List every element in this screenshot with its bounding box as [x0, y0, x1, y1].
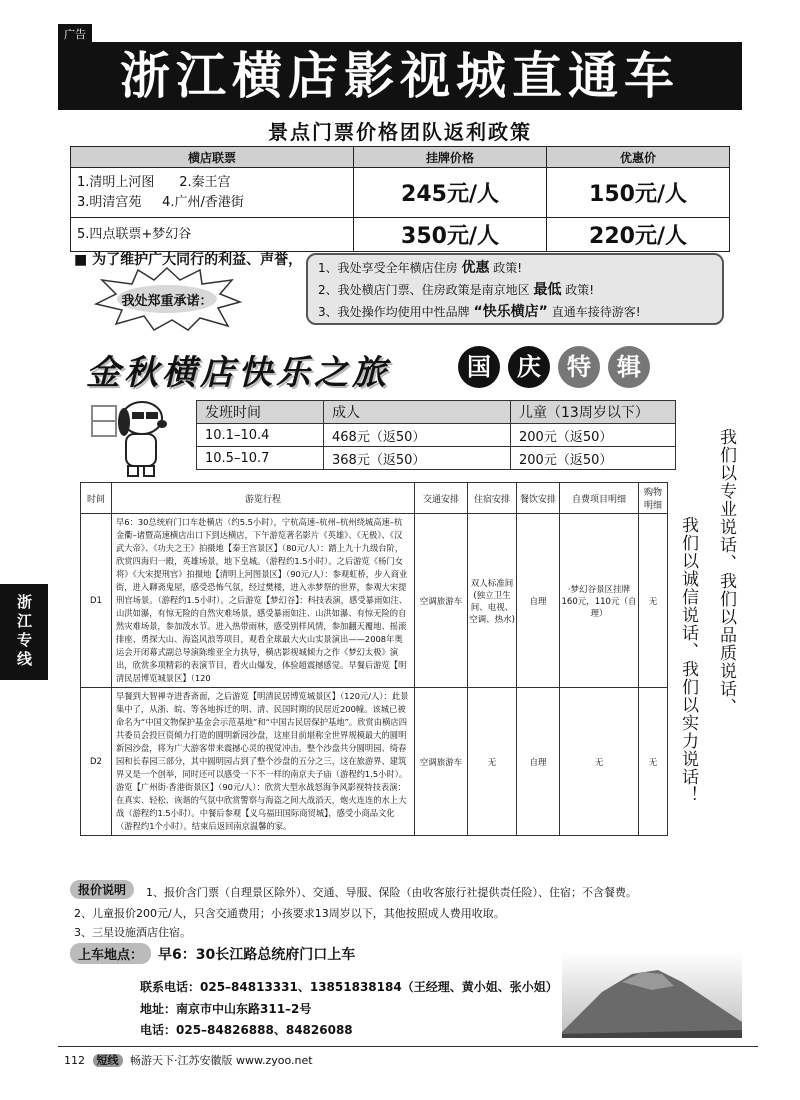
itin-header: 时间 — [81, 483, 112, 514]
itinerary-table — [80, 482, 668, 836]
price-header-discount: 优惠价 — [547, 147, 730, 168]
badge-circle: 国 — [458, 346, 500, 388]
note-line: 2、儿童报价200元/人，只含交通费用；小孩要求13周岁以下，其他按照成人费用收取。 — [74, 907, 505, 920]
slogan-left: 我们以诚信说话、我们以实力说话！ — [678, 516, 698, 804]
badge-circle: 庆 — [508, 346, 550, 388]
itin-header: 餐饮安排 — [517, 483, 560, 514]
discount-price: 150元/人 — [547, 168, 730, 218]
table-row: 10.1–10.4 468元（返50） 200元（返50） — [197, 424, 676, 447]
burst-text: 我处郑重承诺： — [121, 294, 213, 309]
itinerary-detail: 早6：30总统府门口车赴横店（约5.5小时），宁杭高速–杭州–杭州绕城高速–杭金衢–诸暨高速横店出口下到达横店，下午游览著名影片《英雄》、《无极》、《汉武大帝》、《功夫之王》拍摄地【秦王宫景区】（80元/人）：踏上九十九级台阶，欣赏四海归一殿，英雄场景，地下皇城。（游程约1.5小时）。之后游览《杨门女将》《大宋提刑官》拍摄地【清明上河图景区】（90元/人）：参观虹桥，步入商业街，进入聊斋鬼屋，感受恐怖气氛，经过樊楼，进入赤梦祭的世界，参观大宋提刑官场景。（游程约1.5小时）。之后游览【梦幻谷】：科技表演，感受暴雨如注、山洪如瀑，有惊无险的自然灾难场景，感受暴雨如注、山洪如瀑、有惊无险的自然灾难场景，参加泼水节。进入热带雨林，感受别样风情，参加翻天覆地、摇滚排座、勇探大山、海盗风浪等项目，观看全球最大火山实景演出——2008年奥运会开闭幕式副总导演陈维亚全力执导，横店影视城倾力之作《梦幻太极》演出，欣赏多项精彩的表演节目，看火山爆发，体验超震撼感觉。早餐后游览【明清民居博览城景区】（120 — [112, 514, 415, 688]
notice-title: ■ 为了维护广大同行的利益、声誉， — [74, 252, 303, 268]
side-tab: 浙江专线 — [0, 584, 48, 680]
promise-line: 2、我处横店门票、住房政策是南京地区 最低 政策! — [318, 282, 595, 298]
badge-circle: 辑 — [608, 346, 650, 388]
footer — [64, 1052, 313, 1068]
contact-tel: 电话：025–84826888、84826088 — [140, 1023, 353, 1037]
ticket-items: 1.清明上河图 2.秦王宫 3.明清宫苑 4.广州/香港街 — [71, 168, 354, 218]
discount-price: 220元/人 — [547, 218, 730, 252]
contact-phone: 联系电话：025–84813331、13851838184（王经理、黄小姐、张小姐） — [140, 980, 558, 994]
mountain-icon — [562, 952, 742, 1038]
ad-label: 广告 — [58, 24, 92, 44]
tour-title: 金秋横店快乐之旅 — [86, 353, 390, 393]
subtitle: 景点门票价格团队返利政策 — [268, 120, 532, 144]
list-price: 350元/人 — [354, 218, 547, 252]
price-table — [70, 146, 730, 252]
promise-burst — [92, 266, 242, 332]
page-title: 浙江横店影视城直通车 — [58, 42, 742, 110]
table-row: D1 早6：30总统府门口车赴横店（约5.5小时），宁杭高速–杭州–杭州绕城高速–杭金衢–诸暨高速横店出口下到达横店，下午游览著名影片《英雄》、《无极》、《汉武大帝》、《功夫之王》拍摄地【秦王宫景区】（80元/人）：踏上九十九级台阶，欣赏四海归一殿，英雄场景，地下皇城。（游程约1.5小时）。之后游览《杨门女将》《大宋提刑官》拍摄地【清明上河图景区】（90元/人）：参观虹桥，步入商业街，进入聊斋鬼屋，感受恐怖气氛，经过樊楼，进入赤梦祭的世界，参观大宋提刑官场景。（游程约1.5小时）。之后游览【梦幻谷】：科技表演，感受暴雨如注、山洪如瀑，有惊无险的自然灾难场景，感受暴雨如注、山洪如瀑、有惊无险的自然灾难场景，参加泼水节。进入热带雨林，感受别样风情，参加翻天覆地、摇滚排座、勇探大山、海盗风浪等项目，观看全球最大火山实景演出——2008年奥运会开闭幕式副总导演陈维亚全力执导，横店影视城倾力之作《梦幻太极》演出，欣赏多项精彩的表演节目，看火山爆发，体验超震撼感觉。早餐后游览【明清民居博览城景区】（120 空调旅游车 双人标准间(独立卫生间、电视、空调、热水) 自理 ·梦幻谷景区挂牌160元，110元（自理） 无 — [81, 514, 668, 688]
contact-address: 地址：南京市中山东路311–2号 — [140, 1002, 312, 1016]
snoopy-illustration — [88, 392, 188, 480]
section-badge: 短线 — [93, 1054, 123, 1067]
departure-table — [196, 400, 676, 470]
note-line: 1、报价含门票（自理景区除外）、交通、导服、保险（由收客旅行社提供责任险）、住宿；不含餐费。 — [146, 886, 637, 899]
footer-text: 畅游天下·江苏安徽版 www.zyoo.net — [130, 1054, 313, 1067]
badge-circle: 特 — [558, 346, 600, 388]
table-row: D2 早餐到大智禅寺进香斋面，之后游览【明清民居博览城景区】（120元/人）：此景集中了，从浙、皖、等各地拆迁的明、清、民国时期的民居近200幢。该城已被命名为“中国文物保护基金会示范基地”和“中国古民居保护基地”。欣赏由横店四共委员会投巨资倾力打造的圆明新园沙盘，这座目前堪称全世界规模最大的圆明新园沙盘，将为广大游客带来震撼心灵的视觉冲击。整个沙盘共分圆明园、绮春园和长春园三部分，其中圆明园占到了整个沙盘的五分之三，这在旅游界、建筑界又是一个创举，同时还可以感受一下不一样的南京夫子庙（游程约1.5小时）。游览【广州街·香港街景区】（90元/人）：欣赏大型水战怒海争风影视特技表演：在真实、轻松、诙谐的气氛中欣赏警察与海盗之间大战滔天，炮火连连的水上大战（游程约1.5小时）。中餐后参观【义乌福田国际商贸城】，感受小商品文化（游程约1个小时）。结束后返回南京温馨的家。 空调旅游车 无 自理 无 无 — [81, 688, 668, 836]
page-number: 112 — [64, 1054, 85, 1067]
ticket-items: 5.四点联票+梦幻谷 — [71, 218, 354, 252]
itin-header: 住宿安排 — [468, 483, 517, 514]
itin-header: 购物明细 — [639, 483, 668, 514]
footer-divider — [58, 1046, 758, 1047]
dep-header: 儿童（13周岁以下） — [511, 401, 676, 424]
dog-icon — [88, 392, 188, 480]
note-line: 3、三星设施酒店住宿。 — [74, 926, 191, 939]
itin-header: 自费项目明细 — [560, 483, 639, 514]
table-row: 10.5–10.7 368元（返50） 200元（返50） — [197, 447, 676, 470]
mountain-photo — [562, 952, 742, 1038]
pickup-text: 早6：30长江路总统府门口上车 — [158, 947, 356, 963]
price-header-ticket: 横店联票 — [71, 147, 354, 168]
list-price: 245元/人 — [354, 168, 547, 218]
itin-header: 游览行程 — [112, 483, 415, 514]
price-header-list: 挂牌价格 — [354, 147, 547, 168]
dep-header: 发班时间 — [197, 401, 324, 424]
slogan-right: 我们以专业说话、我们以品质说话、 — [716, 428, 736, 716]
promise-box — [306, 253, 724, 325]
promise-line: 3、我处操作均使用中性品牌 “快乐横店” 直通车接待游客! — [318, 304, 641, 320]
promise-line: 1、我处享受全年横店住房 优惠 政策! — [318, 260, 523, 276]
pickup-badge: 上车地点： — [70, 943, 151, 964]
itin-header: 交通安排 — [415, 483, 468, 514]
dep-header: 成人 — [324, 401, 511, 424]
notes-badge: 报价说明 — [70, 880, 134, 899]
itinerary-detail: 早餐到大智禅寺进香斋面，之后游览【明清民居博览城景区】（120元/人）：此景集中了，从浙、皖、等各地拆迁的明、清、民国时期的民居近200幢。该城已被命名为“中国文物保护基金会示范基地”和“中国古民居保护基地”。欣赏由横店四共委员会投巨资倾力打造的圆明新园沙盘，这座目前堪称全世界规模最大的圆明新园沙盘，将为广大游客带来震撼心灵的视觉冲击。整个沙盘共分圆明园、绮春园和长春园三部分，其中圆明园占到了整个沙盘的五分之三，这在旅游界、建筑界又是一个创举，同时还可以感受一下不一样的南京夫子庙（游程约1.5小时）。游览【广州街·香港街景区】（90元/人）：欣赏大型水战怒海争风影视特技表演：在真实、轻松、诙谐的气氛中欣赏警察与海盗之间大战滔天，炮火连连的水上大战（游程约1.5小时）。中餐后参观【义乌福田国际商贸城】，感受小商品文化（游程约1个小时）。结束后返回南京温馨的家。 — [112, 688, 415, 836]
